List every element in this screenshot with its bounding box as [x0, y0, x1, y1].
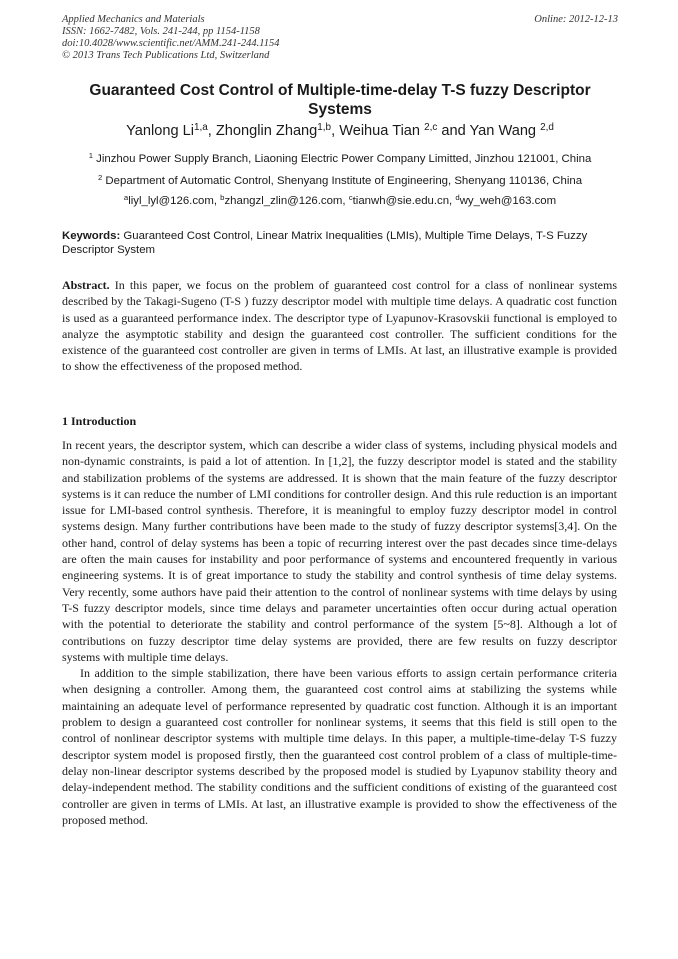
- doi-line: doi:10.4028/www.scientific.net/AMM.241-244.1154: [62, 38, 280, 49]
- copyright-line: © 2013 Trans Tech Publications Ltd, Switzerland: [62, 50, 270, 61]
- paragraph: In recent years, the descriptor system, which can describe a wider class of systems, including physical models and non-dynamic constraints, is paid a lot of attention. In [1,2], the fuzzy descriptor model is stated and the stability and stabilization problems of the systems are addressed. It is shown that the main feature of the fuzzy descriptor systems is it can reduce the number of LMI conditions for controller design. And this rule reduction is an important issue for LMI-based control synthesis. Therefore, it is meaningful to employ fuzzy descriptor model in control systems design. Many further contributions have been made to the study of fuzzy descriptor systems[3,4]. On the other hand, control of delay systems has been a topic of recurring interest over the past decades since time-delays are often the main causes for instability and poor performance of systems and encountered frequently in various engineering systems. It is of great importance to study the stability and control synthesis of time delay systems. Very recently, some authors have paid their attention to the control of nonlinear systems with time delays by using T-S fuzzy descriptor models, since time delays and parameter uncertainties often occur during actual operation with the potential to deteriorate the stability and control performance of the system [5~8]. Although a lot of contributions on fuzzy descriptor time delay systems are provided, there are few results on fuzzy descriptor systems with multiple time delays.: [62, 438, 617, 664]
- affiliation-1: [56, 152, 624, 166]
- journal-header: [62, 14, 618, 62]
- author-affiliation-mark: 1,a: [193, 122, 208, 134]
- affiliation-mark: 1: [88, 151, 93, 161]
- keywords-block: [62, 229, 618, 257]
- email-mark: a: [123, 193, 129, 203]
- email-mark: b: [220, 193, 225, 203]
- online-date: Online: 2012-12-13: [534, 14, 618, 25]
- paper-title: Guaranteed Cost Control of Multiple-time-delay T-S fuzzy Descriptor Systems: [89, 82, 591, 118]
- author-separator: ,: [207, 123, 216, 139]
- email-address: zhangzl_zlin@126.com,: [224, 195, 349, 207]
- email-address: wy_weh@163.com: [459, 195, 557, 207]
- email-address: liyl_lyl@126.com,: [128, 195, 221, 207]
- email-mark: d: [455, 193, 460, 203]
- author-separator: ,: [331, 123, 340, 139]
- author-name: Yanlong Li: [126, 123, 194, 139]
- paragraph: In addition to the simple stabilization, there have been various efforts to assign certain performance criteria when designing a controller. Among them, the guaranteed cost control aims at stabilizing the systems while maintaining an adequate level of performance represented by quadratic cost function. Although it is an important problem to design a guaranteed cost controller for nonlinear systems, it seems that this field is still open to the control of nonlinear descriptor systems with multiple time delays. In this paper, a multiple-time-delay T-S fuzzy descriptor system model is proposed firstly, then the guaranteed cost control problem of a class of multiple-time-delay non-linear descriptor systems described by the proposed model is studied by Lyapunov stability theory and delay-independent method. The stability conditions and the sufficient conditions of existing of the guaranteed cost controller are given in terms of LMIs. At last, an illustrative example is provided to show the effectiveness of the proposed method.: [62, 666, 617, 827]
- keywords-text: Guaranteed Cost Control, Linear Matrix Inequalities (LMIs), Multiple Time Delays, T-S Fuzzy Descriptor System: [62, 230, 588, 257]
- author-emails: [62, 194, 618, 208]
- author-name: Yan Wang: [469, 123, 541, 139]
- author-name: Zhonglin Zhang: [215, 123, 318, 139]
- author-affiliation-mark: 1,b: [317, 122, 332, 134]
- issn-line: ISSN: 1662-7482, Vols. 241-244, pp 1154-1158: [62, 26, 260, 37]
- introduction-body: [62, 437, 617, 828]
- keywords-label: Keywords:: [62, 230, 121, 242]
- affiliation-mark: 2: [97, 173, 103, 183]
- email-address: tianwh@sie.edu.cn,: [352, 195, 456, 207]
- author-list: [62, 122, 618, 140]
- email-mark: c: [348, 193, 353, 203]
- affiliation-text: Department of Automatic Control, Shenyang Institute of Engineering, Shenyang 110136, China: [102, 175, 583, 187]
- author-separator: and: [437, 123, 470, 139]
- abstract-text: In this paper, we focus on the problem of guaranteed cost control for a class of nonlinear systems described by the Takagi-Sugeno (T-S ) fuzzy descriptor model with multiple time delays. A quadratic cost function is used as a guaranteed performance index. The descriptor type of Lyapunov-Krasovskii functional is employed to analyze the asymptotic stability and design the guaranteed cost controller. The sufficient conditions for the existence of the guaranteed cost controller are given in terms of LMIs. At last, an illustrative example is provided to show the effectiveness of the proposed method.: [62, 278, 617, 374]
- author-affiliation-mark: 2,d: [540, 122, 554, 134]
- affiliation-2: [56, 174, 624, 188]
- section-heading-introduction: 1 Introduction: [62, 414, 137, 428]
- author-name: Weihua Tian: [339, 123, 425, 139]
- affiliation-text: Jinzhou Power Supply Branch, Liaoning Electric Power Company Limitted, Jinzhou 121001, China: [93, 153, 592, 165]
- abstract-label: Abstract.: [62, 278, 110, 292]
- journal-name: Applied Mechanics and Materials: [62, 14, 205, 25]
- author-affiliation-mark: 2,c: [424, 122, 438, 134]
- abstract-block: [62, 277, 617, 375]
